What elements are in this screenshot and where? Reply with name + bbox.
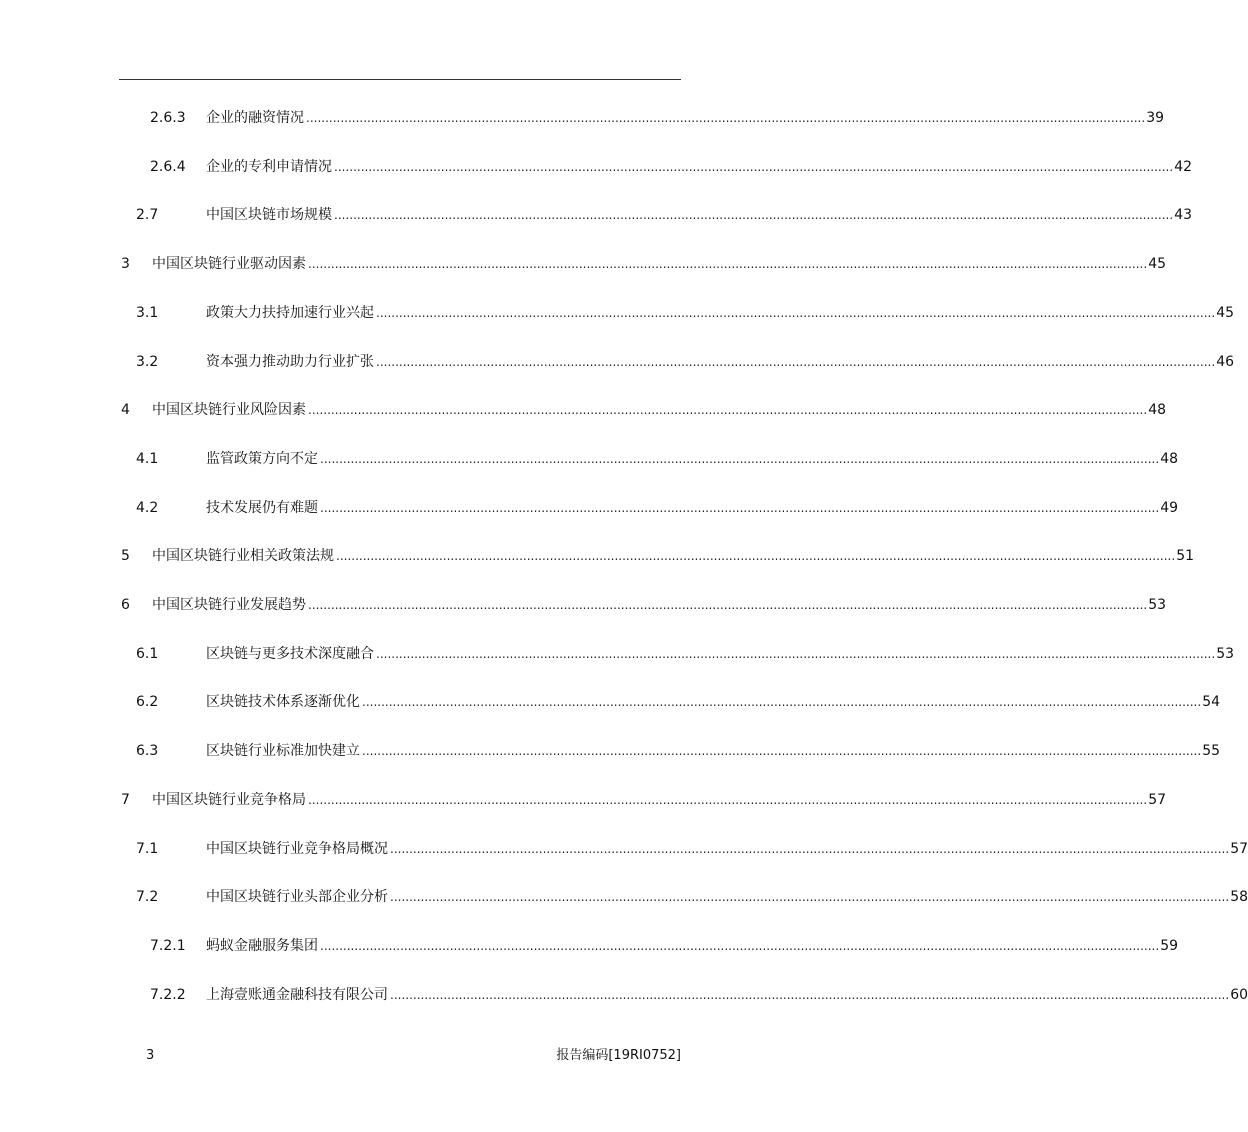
toc-entry-title: 政策大力扶持加速行业兴起 bbox=[206, 304, 374, 321]
toc-entry-page: 51 bbox=[1176, 548, 1195, 565]
toc-entry-number: 7 bbox=[121, 791, 130, 808]
toc-entry-page: 45 bbox=[1216, 304, 1235, 321]
toc-entry[interactable] bbox=[0, 544, 1195, 568]
toc-leader-dots: ............................................................................................................................................................................................................................ bbox=[390, 890, 1230, 905]
toc-entry[interactable] bbox=[0, 934, 1179, 958]
toc-entry-number: 6 bbox=[121, 597, 130, 613]
toc-entry-title: 企业的融资情况 bbox=[206, 110, 304, 126]
toc-entry-page: 53 bbox=[1216, 645, 1235, 662]
toc-leader-dots: ............................................................................................................................................................................................................................ bbox=[308, 598, 1148, 612]
header-rule bbox=[119, 79, 681, 80]
toc-leader-dots: ............................................................................................................................................................................................................................ bbox=[320, 938, 1160, 953]
toc-entry[interactable] bbox=[0, 350, 1235, 374]
toc-entry[interactable] bbox=[0, 593, 1167, 617]
toc-entry-page: 57 bbox=[1148, 791, 1167, 808]
toc-entry[interactable] bbox=[0, 983, 1248, 1007]
toc-entry-number: 2.7 bbox=[136, 207, 159, 224]
toc-entry-title: 中国区块链行业驱动因素 bbox=[152, 256, 306, 273]
toc-entry[interactable] bbox=[0, 252, 1167, 276]
toc-entry-title: 蚂蚁金融服务集团 bbox=[206, 937, 318, 954]
toc-entry[interactable] bbox=[0, 788, 1167, 812]
toc-entry-page: 54 bbox=[1202, 694, 1221, 711]
toc-entry[interactable] bbox=[0, 447, 1179, 471]
toc-entry-title: 上海壹账通金融科技有限公司 bbox=[206, 986, 388, 1003]
toc-entry-page: 46 bbox=[1216, 353, 1235, 370]
toc-entry-title: 中国区块链行业相关政策法规 bbox=[152, 548, 334, 565]
toc-entry-number: 3.1 bbox=[136, 304, 159, 321]
toc-leader-dots: ............................................................................................................................................................................................................................ bbox=[320, 500, 1160, 515]
toc-entry[interactable] bbox=[0, 398, 1167, 422]
toc-leader-dots: ............................................................................................................................................................................................................................ bbox=[308, 403, 1148, 418]
toc-entry-title: 技术发展仍有难题 bbox=[206, 499, 318, 516]
toc-entry-title: 中国区块链行业竞争格局 bbox=[152, 791, 306, 808]
toc-entry[interactable] bbox=[0, 642, 1235, 666]
toc-leader-dots: ............................................................................................................................................................................................................................ bbox=[376, 305, 1216, 320]
toc-entry-number: 7.2.1 bbox=[150, 937, 186, 954]
toc-leader-dots: ............................................................................................................................................................................................................................ bbox=[376, 646, 1216, 661]
toc-entry[interactable] bbox=[0, 837, 1248, 861]
toc-entry-number: 7.2.2 bbox=[150, 986, 186, 1003]
toc-entry-page: 45 bbox=[1148, 256, 1167, 273]
toc-entry[interactable] bbox=[0, 496, 1179, 520]
toc-entry-page: 59 bbox=[1160, 937, 1179, 954]
toc-entry-number: 2.6.3 bbox=[150, 110, 186, 126]
toc-leader-dots: ............................................................................................................................................................................................................................ bbox=[336, 549, 1176, 564]
toc-leader-dots: ............................................................................................................................................................................................................................ bbox=[334, 208, 1174, 223]
toc-leader-dots: ............................................................................................................................................................................................................................ bbox=[376, 354, 1216, 369]
toc-leader-dots: ............................................................................................................................................................................................................................ bbox=[320, 451, 1160, 466]
toc-entry[interactable] bbox=[0, 301, 1235, 325]
toc-leader-dots: ............................................................................................................................................................................................................................ bbox=[362, 695, 1202, 710]
toc-entry-title: 企业的专利申请情况 bbox=[206, 158, 332, 175]
toc-entry-title: 中国区块链行业头部企业分析 bbox=[206, 889, 388, 906]
toc-entry-title: 中国区块链市场规模 bbox=[206, 207, 332, 224]
toc-entry-title: 监管政策方向不定 bbox=[206, 450, 318, 467]
toc-entry-title: 区块链与更多技术深度融合 bbox=[206, 645, 374, 662]
toc-entry-page: 49 bbox=[1160, 499, 1179, 516]
toc-entry-page: 42 bbox=[1174, 158, 1193, 175]
toc-entry-number: 4.1 bbox=[136, 450, 159, 467]
toc-entry-number: 3.2 bbox=[136, 353, 159, 370]
toc-leader-dots: ............................................................................................................................................................................................................................ bbox=[390, 841, 1230, 856]
toc-entry-title: 区块链技术体系逐渐优化 bbox=[206, 694, 360, 711]
footer-report-code: 报告编码[19RI0752] bbox=[556, 1048, 681, 1063]
toc-entry-title: 区块链行业标准加快建立 bbox=[206, 743, 360, 760]
toc-leader-dots: ............................................................................................................................................................................................................................ bbox=[308, 792, 1148, 807]
toc-entry[interactable] bbox=[0, 106, 1165, 130]
toc-entry-number: 2.6.4 bbox=[150, 158, 186, 175]
toc-entry-page: 48 bbox=[1148, 402, 1167, 419]
toc-entry-page: 60 bbox=[1230, 986, 1248, 1003]
toc-entry-number: 7.1 bbox=[136, 840, 159, 857]
toc-entry-title: 中国区块链行业竞争格局概况 bbox=[206, 840, 388, 857]
toc-leader-dots: ............................................................................................................................................................................................................................ bbox=[390, 987, 1230, 1002]
toc-entry-number: 6.1 bbox=[136, 645, 159, 662]
toc-entry-number: 6.2 bbox=[136, 694, 159, 711]
toc-entry-page: 48 bbox=[1160, 450, 1179, 467]
toc-entry[interactable] bbox=[0, 203, 1193, 227]
toc-entry[interactable] bbox=[0, 885, 1248, 909]
toc-entry-number: 7.2 bbox=[136, 889, 159, 906]
toc-leader-dots: ............................................................................................................................................................................................................................ bbox=[334, 159, 1174, 174]
toc-entry-page: 55 bbox=[1202, 743, 1221, 760]
toc-entry-page: 39 bbox=[1146, 110, 1165, 126]
toc-leader-dots: ............................................................................................................................................................................................................................ bbox=[362, 744, 1202, 759]
footer-page-number: 3 bbox=[146, 1048, 155, 1063]
toc-entry-page: 53 bbox=[1148, 597, 1167, 613]
toc-entry[interactable] bbox=[0, 155, 1193, 179]
toc-entry[interactable] bbox=[0, 690, 1221, 714]
toc-entry-number: 4 bbox=[121, 402, 130, 419]
toc-entry-number: 6.3 bbox=[136, 743, 159, 760]
toc-entry-page: 57 bbox=[1230, 840, 1248, 857]
toc-entry-page: 43 bbox=[1174, 207, 1193, 224]
toc-entry-title: 中国区块链行业发展趋势 bbox=[152, 597, 306, 613]
toc-entry-number: 3 bbox=[121, 256, 130, 273]
toc-entry-number: 5 bbox=[121, 548, 130, 565]
toc-entry-title: 中国区块链行业风险因素 bbox=[152, 402, 306, 419]
toc-entry-number: 4.2 bbox=[136, 499, 159, 516]
toc-leader-dots: ............................................................................................................................................................................................................................ bbox=[306, 111, 1146, 125]
toc-leader-dots: ............................................................................................................................................................................................................................ bbox=[308, 257, 1148, 272]
toc-entry[interactable] bbox=[0, 739, 1221, 763]
toc-entry-page: 58 bbox=[1230, 889, 1248, 906]
toc-entry-title: 资本强力推动助力行业扩张 bbox=[206, 353, 374, 370]
